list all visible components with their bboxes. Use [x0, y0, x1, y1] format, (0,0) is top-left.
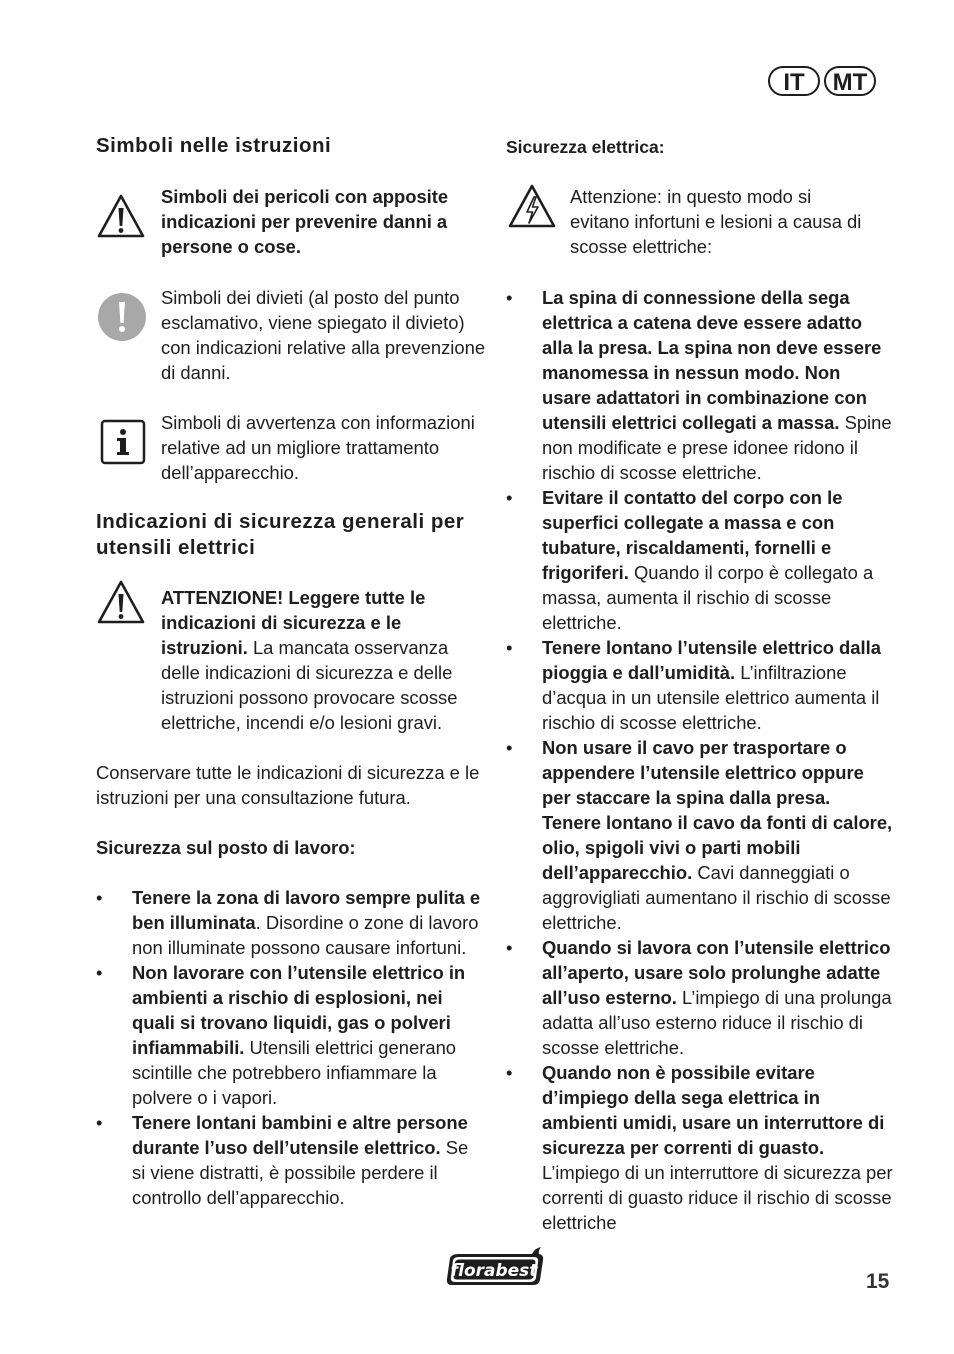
- language-badge-it: IT: [768, 66, 820, 96]
- electrical-safety-list: [506, 285, 894, 1235]
- florabest-logo: [442, 1246, 548, 1293]
- list-item: • Tenere lontano l’utensile elettrico dalla pioggia e dall’umidità. L’infiltrazione d’acqua in un utensile elettrico aumenta il rischio di scosse elettriche.: [506, 635, 894, 735]
- symbol-info-text: Simboli di avvertenza con informazioni relative ad un migliore trattamento dell’apparecchio.: [161, 412, 475, 483]
- attention-paragraph: [161, 585, 486, 735]
- prohibition-icon: [97, 292, 147, 342]
- workplace-safety-list: [96, 885, 481, 1210]
- page-number: 15: [866, 1270, 890, 1293]
- list-item: • Evitare il contatto del corpo con le superfici collegate a massa e con tubature, riscaldamenti, fornelli e frigoriferi. Quando il corpo è collegato a massa, aumenta il rischio di scosse elettriche.: [506, 485, 894, 635]
- keep-instructions-text: Conservare tutte le indicazioni di sicurezza e le istruzioni per una consultazione futura.: [96, 762, 480, 808]
- list-item: • La spina di connessione della sega elettrica a catena deve essere adatto alla la presa. La spina non deve essere manomessa in nessun modo. Non usare adattatori in combinazione con utensili elettrici collegati a massa. Spine non modificate e prese idonee ridono il rischio di scosse elettriche.: [506, 285, 894, 485]
- list-item: • Tenere la zona di lavoro sempre pulita e ben illuminata. Disordine o zone di lavoro non illuminate possono causare infortuni.: [96, 885, 481, 960]
- info-icon: [100, 419, 150, 469]
- warning-triangle-icon: [96, 578, 146, 628]
- attention-bold: ATTENZIONE! Leggere tutte le indicazioni di sicurezza e le istruzioni.: [161, 587, 426, 658]
- workplace-safety-title: Sicurezza sul posto di lavoro:: [96, 837, 356, 858]
- symbol-danger-text: Simboli dei pericoli con apposite indicazioni per prevenire danni a persone o cose.: [161, 186, 449, 257]
- warning-triangle-icon: [96, 192, 146, 242]
- electric-hazard-icon: [507, 182, 557, 232]
- list-item: • Quando si lavora con l’utensile elettrico all’aperto, usare solo prolunghe adatte all’uso esterno. L’impiego di una prolunga adatta all’uso esterno riduce il rischio di scosse elettriche.: [506, 935, 894, 1060]
- section-title-symbols: Simboli nelle istruzioni: [96, 134, 332, 157]
- list-item: • Non lavorare con l’utensile elettrico in ambienti a rischio di esplosioni, nei quali si trovano liquidi, gas o polveri infiammabili. Utensili elettrici generano scintille che potrebbero infiammare la polvere o i vapori.: [96, 960, 481, 1110]
- symbol-prohibition-text: Simboli dei divieti (al posto del punto esclamativo, viene spiegato il divieto) con indicazioni relative alla prevenzione di danni.: [161, 287, 486, 383]
- list-item: • Non usare il cavo per trasportare o appendere l’utensile elettrico oppure per staccare la spina dalla presa. Tenere lontano il cavo da fonti di calore, olio, spigoli vivi o parti mobili dell’apparecchio. Cavi danneggiati o aggrovigliati aumentano il rischio di scosse elettriche.: [506, 735, 894, 935]
- language-badges: [768, 66, 876, 96]
- language-badge-mt: MT: [824, 66, 876, 96]
- brand-name: florabest: [450, 1261, 538, 1281]
- section-title-general-safety: Indicazioni di sicurezza generali per utensili elettrici: [96, 510, 465, 559]
- electrical-safety-title: Sicurezza elettrica:: [506, 137, 665, 157]
- attention-text: La mancata osservanza delle indicazioni di sicurezza e delle istruzioni possono provocare scosse elettriche, incendi e/o lesioni gravi.: [161, 637, 458, 733]
- electrical-warning-text: Attenzione: in questo modo si evitano infortuni e lesioni a causa di scosse elettriche:: [570, 186, 862, 257]
- list-item: • Tenere lontani bambini e altre persone durante l’uso dell’utensile elettrico. Se si viene distratti, è possibile perdere il controllo dell’apparecchio.: [96, 1110, 481, 1210]
- list-item: • Quando non è possibile evitare d’impiego della sega elettrica in ambienti umidi, usare un interruttore di sicurezza per correnti di guasto. L’impiego di un interruttore di sicurezza per correnti di guasto riduce il rischio di scosse elettriche: [506, 1060, 894, 1235]
